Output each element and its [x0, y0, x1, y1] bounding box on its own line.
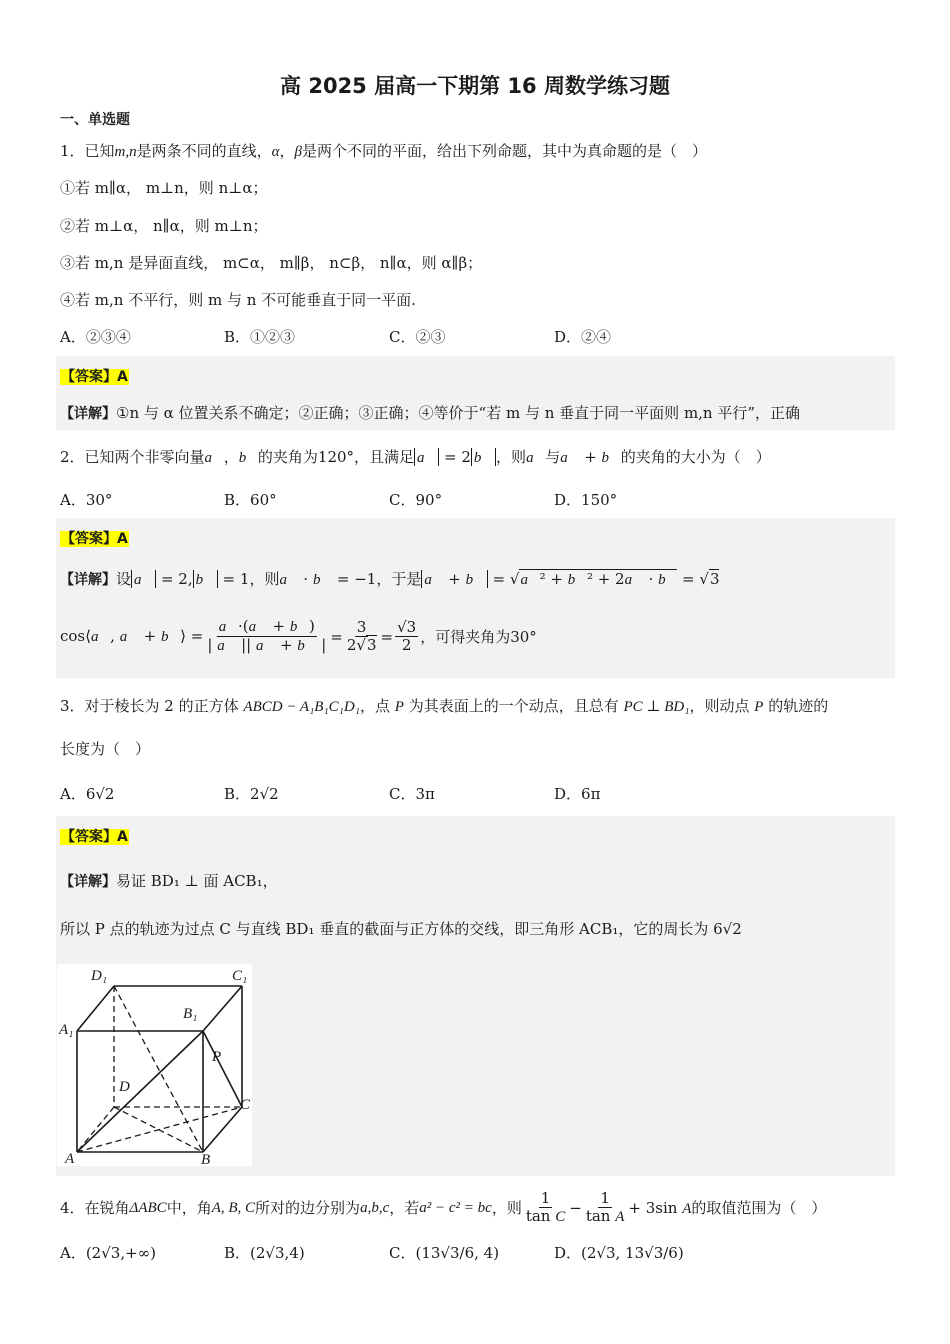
q2-stem: 2．已知两个非零向量a⃗，b⃗的夹角为120°，且满足 a⃗ = 2 b⃗ ，则a⃗与a⃗ + b⃗的夹角的大小为（ ）: [60, 448, 771, 466]
q1-option-d: D．②④: [554, 328, 612, 346]
label-d: D: [119, 1079, 130, 1095]
q1-statement-3: ③若 m,n 是异面直线， m⊂α， m∥β， n⊂β， n∥α，则 α∥β；: [60, 254, 483, 272]
q2-detail-line1: 【详解】设 a⃗ = 2, b⃗ = 1，则a⃗ · b⃗ = −1，于是 a⃗ + b⃗ = √a⃗² + b⃗² + 2a⃗ · b⃗ = √3: [60, 570, 720, 588]
q1-stem: 1．已知m,n是两条不同的直线，α，β是两个不同的平面，给出下列命题，其中为真命题的是（ ）: [60, 142, 708, 160]
cube-figure: [57, 964, 252, 1166]
q2-option-d: D．150°: [554, 491, 618, 509]
label-d1: D₁: [91, 968, 108, 984]
q1-answer: 【答案】A: [61, 369, 128, 385]
q1-statement-4: ④若 m,n 不平行，则 m 与 n 不可能垂直于同一平面.: [60, 291, 416, 309]
q4-stem: 4．在锐角 ΔABC 中，角 A, B, C 所对的边分别为 a,b,c ，若 a² − c² = bc ，则 $\frac{1}{\text{tan C}}$ − $\frac{1}{\text{tan A}}$ + 3sin A 的取值范围为（ ）: [60, 1189, 827, 1225]
q1-option-c: C．②③: [389, 328, 446, 346]
q3-option-d: D．6π: [554, 785, 601, 803]
q1-statement-1: ①若 m∥α， m⊥n，则 n⊥α；: [60, 179, 268, 197]
q2-option-c: C．90°: [389, 491, 443, 509]
q4-option-d: D．(2√3, 13√3/6): [554, 1244, 684, 1262]
q3-detail-line2: 所以 P 点的轨迹为过点 C 与直线 BD₁ 垂直的截面与正方体的交线，即三角形 ACB₁，它的周长为 6√2: [60, 920, 742, 938]
label-c1: C₁: [232, 968, 248, 984]
q1-statement-2: ②若 m⊥α， n∥α，则 m⊥n；: [60, 217, 268, 235]
section-heading: 一、单选题: [60, 112, 130, 128]
page-title: 高 2025 届高一下期第 16 周数学练习题: [280, 74, 670, 98]
q3-detail-line1: 【详解】易证 BD₁ ⊥ 面 ACB₁，: [60, 872, 278, 890]
q3-option-b: B．2√2: [224, 785, 279, 803]
q2-option-a: A．30°: [60, 491, 113, 509]
label-a: A: [65, 1151, 75, 1166]
q2-detail-line2: cos⟨a⃗, a⃗ + b⃗⟩ = $\frac{a⃗\cdot(a⃗ + b⃗)}{| a⃗ || a⃗ + b⃗ |}$ = $\frac{3}{2√3}$ = $\frac{√3}{2}$ ，可得夹角为30°: [60, 617, 537, 654]
label-c: C: [240, 1097, 251, 1113]
q3-option-c: C．3π: [389, 785, 435, 803]
label-b1: B₁: [183, 1006, 198, 1022]
q3-option-a: A．6√2: [60, 785, 115, 803]
q4-option-b: B．(2√3,4): [224, 1244, 305, 1262]
figure-background: [57, 964, 252, 1166]
label-b: B: [201, 1152, 211, 1166]
label-p: P: [212, 1049, 222, 1065]
q1-answer-box: [56, 356, 895, 430]
q2-option-b: B．60°: [224, 491, 277, 509]
q3-answer: 【答案】A: [61, 829, 128, 845]
q3-stem-line2: 长度为（ ）: [60, 740, 151, 758]
q4-option-a: A．(2√3,+∞): [60, 1244, 157, 1262]
q1-detail: 【详解】①n 与 α 位置关系不确定；②正确；③正确；④等价于“若 m 与 n 垂直于同一平面则 m,n 平行”，正确: [60, 404, 801, 422]
q1-option-b: B．①②③: [224, 328, 296, 346]
label-a1: A₁: [59, 1022, 74, 1038]
q2-answer-box: [56, 518, 895, 678]
q1-option-a: A．②③④: [60, 328, 131, 346]
q2-answer: 【答案】A: [61, 531, 128, 547]
q4-option-c: C．(13√3/6, 4): [389, 1244, 500, 1262]
q3-stem: 3．对于棱长为 2 的正方体 ABCD − A₁B₁C₁D₁，点 P 为其表面上的一个动点，且总有 PC ⊥ BD₁，则动点 P 的轨迹的: [60, 697, 829, 715]
